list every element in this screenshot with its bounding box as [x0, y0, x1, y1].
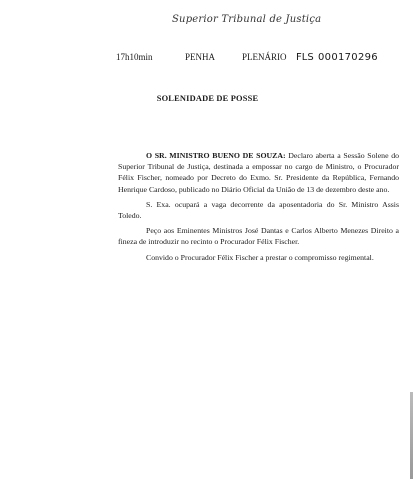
- session-label: PLENÁRIO: [242, 52, 287, 62]
- paragraph-3: Peço aos Eminentes Ministros José Dantas e Carlos Alberto Menezes Direito a fineza de introduzir no recinto o Procurador Félix Fischer.: [118, 226, 399, 247]
- session-time: 17h10min: [116, 52, 153, 62]
- scan-edge-mark: [410, 392, 413, 479]
- speaker-name: O SR. MINISTRO BUENO DE SOUZA:: [146, 151, 286, 160]
- paragraph-2: S. Exa. ocupará a vaga decorrente da aposentadoria do Sr. Ministro Assis Toledo.: [118, 199, 399, 221]
- paragraph-1: [118, 150, 399, 195]
- document-body: [118, 150, 399, 267]
- page-code: 000170296: [318, 52, 378, 63]
- letterhead: Superior Tribunal de Justiça: [172, 14, 322, 25]
- document-title: SOLENIDADE DE POSSE: [156, 94, 259, 103]
- location-label: PENHA: [185, 52, 216, 62]
- fls-label: FLS: [296, 52, 314, 63]
- paragraph-4: Convido o Procurador Félix Fischer a prestar o compromisso regimental.: [146, 252, 374, 262]
- paragraph-1-text: Declaro aberta a Sessão Solene do Superior Tribunal de Justiça, destinada a empossar no cargo de Ministro, o Procurador Félix Fischer, nomeado por Decreto do Exmo. Sr. Presidente da República, Fernando Henrique Cardoso, publicado no Diário Oficial da União de 13 de dezembro deste ano.: [118, 151, 399, 194]
- header-meta-row: [0, 52, 415, 66]
